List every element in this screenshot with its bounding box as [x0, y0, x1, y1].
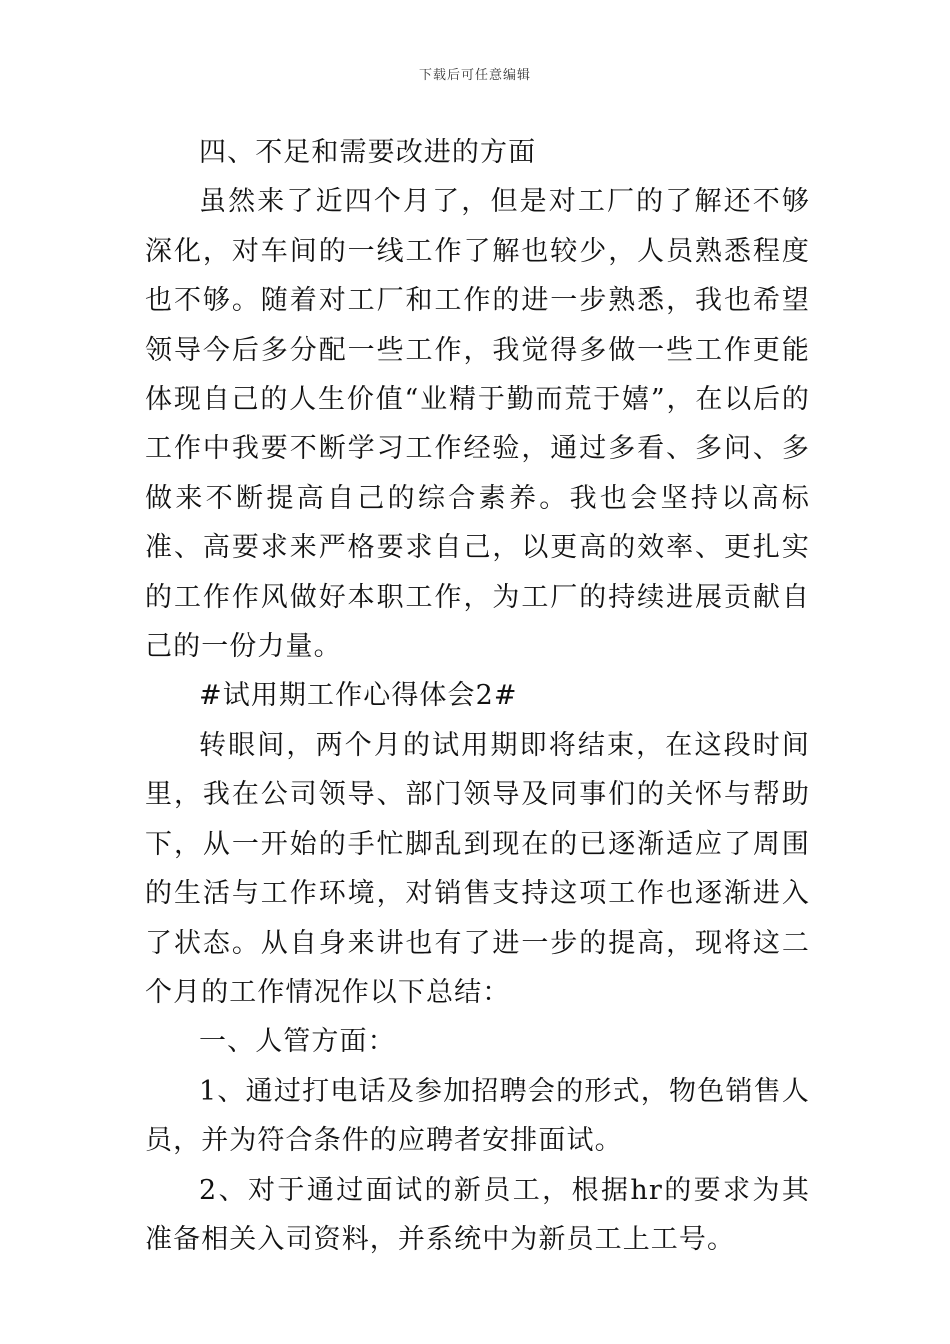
list-item-1: 1、通过打电话及参加招聘会的形式，物色销售人员，并为符合条件的应聘者安排面试。: [145, 1075, 810, 1157]
paragraph-intro: 转眼间，两个月的试用期即将结束，在这段时间里，我在公司领导、部门领导及同事们的关怀与帮助下，从一开始的手忙脚乱到现在的已逐渐适应了周围的生活与工作环境，对销售支持这项工作也逐渐进入了状态。从自身来讲也有了进一步的提高，现将这二个月的工作情况作以下总结：: [145, 729, 810, 1008]
section-heading-personnel: 一、人管方面：: [199, 1026, 396, 1058]
page-header: 下载后可任意编辑: [418, 68, 531, 83]
list-item-2: 2、对于通过面试的新员工，根据hr的要求为其准备相关入司资料，并系统中为新员工上工号。: [145, 1174, 810, 1255]
document-body: [145, 128, 810, 1264]
article-title-2: #试用期工作心得体会2#: [199, 680, 518, 712]
section-heading-improvements: 四、不足和需要改进的方面: [199, 137, 537, 168]
paragraph-improvements: 虽然来了近四个月了，但是对工厂的了解还不够深化，对车间的一线工作了解也较少，人员熟悉程度也不够。随着对工厂和工作的进一步熟悉，我也希望领导今后多分配一些工作，我觉得多做一些工作更能体现自己的人生价值“业精于勤而荒于嬉”，在以后的工作中我要不断学习工作经验，通过多看、多问、多做来不断提高自己的综合素养。我也会坚持以高标准、高要求来严格要求自己，以更高的效率、更扎实的工作作风做好本职工作，为工厂的持续进展贡献自己的一份力量。: [145, 186, 810, 663]
